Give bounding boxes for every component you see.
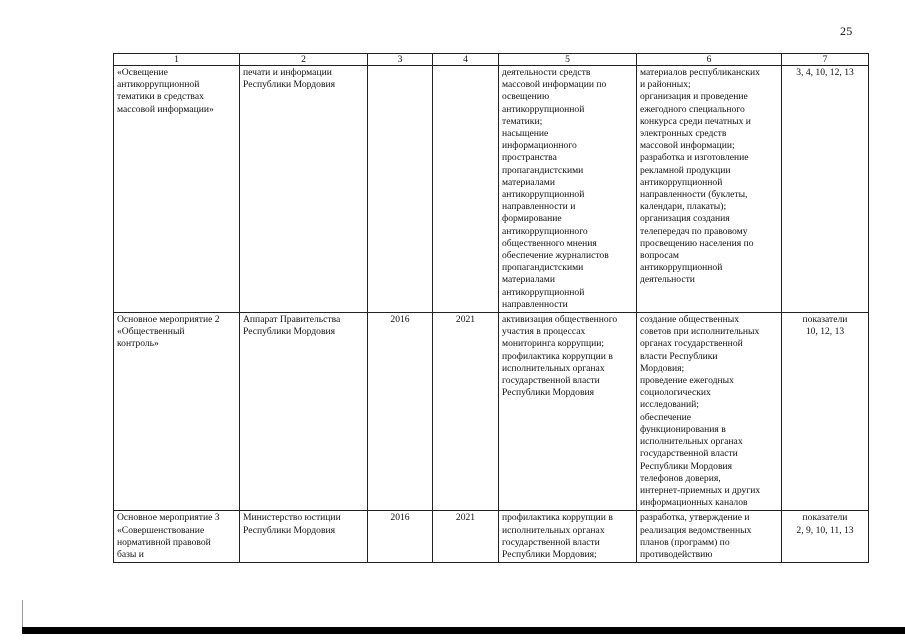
cell-text-line: массовой информации;: [640, 140, 735, 152]
page-number: 25: [840, 24, 853, 38]
program-activities-table: [113, 53, 869, 563]
cell-text-line: разработка и изготовление: [640, 152, 749, 164]
cell-text-line: государственной власти: [502, 536, 600, 548]
cell-text-line: советов при исполнительных: [640, 326, 760, 338]
cell-text-line: реализация ведомственных: [640, 524, 752, 536]
cell-text-line: исполнительных органах: [502, 524, 605, 536]
cell-text-line: направленности и: [502, 201, 576, 213]
responsible-executor-cell: [240, 313, 368, 511]
cell-text-line: антикоррупционной: [117, 79, 200, 91]
cell-text-line: ежегодного специального: [640, 103, 745, 115]
cell-text-line: тематики в средствах: [117, 91, 204, 103]
cell-text-line: интернет-приемных и других: [640, 484, 761, 496]
cell-text-line: организация создания: [640, 213, 730, 225]
end-year-cell: 2021: [433, 511, 499, 563]
cell-text-line: пространства: [502, 152, 557, 164]
cell-text-line: «Совершенствование: [117, 524, 205, 536]
expected-result-cell: [499, 66, 637, 313]
cell-text-line: 3, 4, 10, 12, 13: [796, 67, 854, 78]
cell-text-line: конкурса среди печатных и: [640, 115, 751, 127]
cell-text-line: 2, 9, 10, 11, 13: [796, 524, 854, 536]
cell-text-line: и районных;: [640, 79, 691, 91]
cell-text-line: исполнительных органах: [640, 436, 743, 448]
cell-text-line: показатели: [802, 314, 848, 326]
column-header: 1: [114, 54, 240, 66]
table-row: [114, 511, 869, 563]
cell-text-line: направленности (буклеты,: [640, 189, 748, 201]
column-header: 4: [433, 54, 499, 66]
cell-text-line: профилактика коррупции в: [502, 350, 613, 362]
cell-text-line: Республики Мордовия: [243, 79, 336, 91]
cell-text-line: Министерство юстиции: [243, 512, 341, 524]
cell-text-line: обеспечение: [640, 411, 692, 423]
cell-text-line: Основное мероприятие 2: [117, 314, 220, 326]
cell-text-line: мониторинга коррупции;: [502, 338, 605, 350]
cell-text-line: разработка, утверждение и: [640, 512, 750, 524]
cell-text-line: массовой информации»: [117, 103, 214, 115]
cell-text-line: деятельности: [640, 274, 695, 286]
cell-text-line: антикоррупционной: [502, 189, 585, 201]
cell-text-line: вопросам: [640, 250, 679, 262]
main-directions-cell: [637, 313, 782, 511]
cell-text-line: исследований;: [640, 399, 699, 411]
activity-name-cell: [114, 66, 240, 313]
cell-text-line: планов (программ) по: [640, 536, 730, 548]
cell-text-line: пропагандистскими: [502, 164, 584, 176]
cell-text-line: показатели: [802, 512, 848, 524]
cell-text-line: органах государственной: [640, 338, 743, 350]
cell-text-line: государственной власти: [640, 448, 738, 460]
end-year-cell: 2021: [433, 313, 499, 511]
table-row: [114, 313, 869, 511]
main-directions-cell: [637, 66, 782, 313]
main-directions-cell: [637, 511, 782, 563]
cell-text-line: телепередач по правовому: [640, 225, 748, 237]
cell-text-line: контроль»: [117, 338, 159, 350]
start-year-cell: [368, 66, 433, 313]
cell-text-line: создание общественных: [640, 314, 739, 326]
scan-edge-line: [22, 600, 23, 630]
indicators-cell: [782, 66, 869, 313]
cell-text-line: базы и: [117, 548, 144, 560]
header-row: [114, 54, 869, 66]
column-header: 3: [368, 54, 433, 66]
cell-text-line: Республики Мордовия: [243, 326, 336, 338]
cell-text-line: Мордовия;: [640, 362, 685, 374]
cell-text-line: направленности: [502, 298, 568, 310]
cell-text-line: социологических: [640, 387, 711, 399]
cell-text-line: Республики Мордовия: [243, 524, 336, 536]
cell-text-line: нормативной правовой: [117, 536, 211, 548]
cell-text-line: Аппарат Правительства: [243, 314, 341, 326]
cell-text-line: обеспечение журналистов: [502, 250, 609, 262]
column-header: 2: [240, 54, 368, 66]
cell-text-line: материалов республиканских: [640, 67, 760, 78]
cell-text-line: телефонов доверия,: [640, 472, 721, 484]
column-header: 7: [782, 54, 869, 66]
cell-text-line: деятельности средств: [502, 67, 591, 78]
cell-text-line: 10, 12, 13: [805, 326, 845, 338]
expected-result-cell: [499, 511, 637, 563]
cell-text-line: тематики;: [502, 115, 543, 127]
responsible-executor-cell: [240, 66, 368, 313]
activity-name-cell: [114, 313, 240, 511]
cell-text-line: исполнительных органах: [502, 362, 605, 374]
cell-text-line: антикоррупционной: [502, 286, 585, 298]
cell-text-line: профилактика коррупции в: [502, 512, 613, 524]
start-year-cell: 2016: [368, 313, 433, 511]
cell-text-line: материалами: [502, 176, 555, 188]
indicators-cell: [782, 511, 869, 563]
cell-text-line: участия в процессах: [502, 326, 586, 338]
cell-text-line: печати и информации: [243, 67, 332, 78]
cell-text-line: антикоррупционной: [502, 103, 585, 115]
cell-text-line: насыщение: [502, 128, 549, 140]
column-header: 5: [499, 54, 637, 66]
cell-text-line: противодействию: [640, 548, 713, 560]
cell-text-line: государственной власти: [502, 375, 600, 387]
scan-bottom-border: [22, 627, 905, 634]
table-row: [114, 66, 869, 313]
cell-text-line: функционирования в: [640, 423, 726, 435]
expected-result-cell: [499, 313, 637, 511]
cell-text-line: рекламной продукции: [640, 164, 731, 176]
cell-text-line: антикоррупционной: [640, 176, 723, 188]
end-year-cell: [433, 66, 499, 313]
activity-name-cell: [114, 511, 240, 563]
cell-text-line: массовой информации по: [502, 79, 607, 91]
cell-text-line: организация и проведение: [640, 91, 748, 103]
cell-text-line: пропагандистскими: [502, 262, 584, 274]
cell-text-line: календари, плакаты);: [640, 201, 727, 213]
cell-text-line: Республики Мордовия: [502, 387, 595, 399]
cell-text-line: «Общественный: [117, 326, 185, 338]
column-header: 6: [637, 54, 782, 66]
cell-text-line: Республики Мордовия;: [502, 548, 597, 560]
cell-text-line: электронных средств: [640, 128, 727, 140]
responsible-executor-cell: [240, 511, 368, 563]
cell-text-line: активизация общественного: [502, 314, 618, 326]
start-year-cell: 2016: [368, 511, 433, 563]
cell-text-line: Основное мероприятие 3: [117, 512, 220, 524]
indicators-cell: [782, 313, 869, 511]
cell-text-line: власти Республики: [640, 350, 718, 362]
cell-text-line: материалами: [502, 274, 555, 286]
cell-text-line: освещению: [502, 91, 550, 103]
cell-text-line: информационного: [502, 140, 577, 152]
cell-text-line: информационных каналов: [640, 497, 748, 509]
cell-text-line: просвещению населения по: [640, 237, 754, 249]
cell-text-line: «Освещение: [117, 67, 168, 78]
cell-text-line: общественного мнения: [502, 237, 597, 249]
cell-text-line: антикоррупционного: [502, 225, 588, 237]
cell-text-line: Республики Мордовия: [640, 460, 733, 472]
cell-text-line: проведение ежегодных: [640, 375, 734, 387]
cell-text-line: формирование: [502, 213, 562, 225]
cell-text-line: антикоррупционной: [640, 262, 723, 274]
